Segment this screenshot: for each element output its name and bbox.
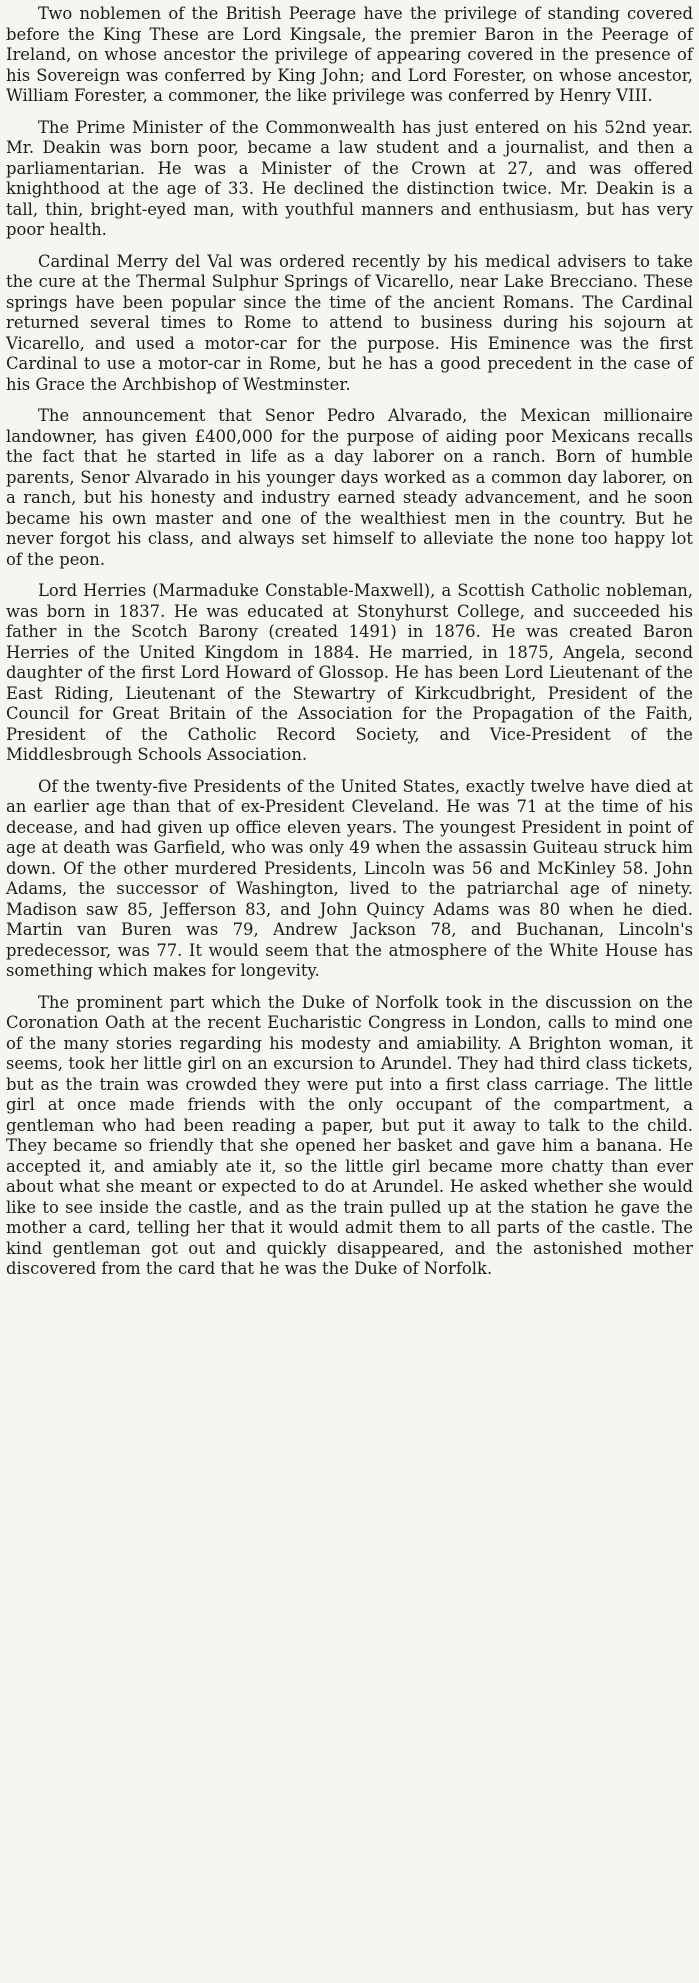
paragraph-cardinal-merry-del-val: Cardinal Merry del Val was ordered recently by his medical advisers to take the cure at the Thermal Sulphur Springs of Vicarello, near Lake Brecciano. These springs have been popular since the time of the ancient Romans. The Cardinal returned several times to Rome to attend to business during his sojourn at Vicarello, and used a motor-car for the purpose. His Eminence was the first Cardinal to use a motor-car in Rome, but he has a good precedent in the case of his Grace the Archbishop of Westminster. bbox=[6, 251, 693, 394]
paragraph-senor-alvarado: The announcement that Senor Pedro Alvarado, the Mexican millionaire landowner, has given £400,000 for the purpose of aiding poor Mexicans recalls the fact that he started in life as a day laborer on a ranch. Born of humble parents, Senor Alvarado in his younger days worked as a common day laborer, on a ranch, but his honesty and industry earned steady advancement, and he soon became his own master and one of the wealthiest men in the country. But he never forgot his class, and always set himself to alleviate the none too happy lot of the peon. bbox=[6, 406, 693, 569]
paragraph-deakin: The Prime Minister of the Commonwealth has just entered on his 52nd year. Mr. Deakin was born poor, became a law student and a journalist, and then a parliamentarian. He was a Minister of the Crown at 27, and was offered knighthood at the age of 33. He declined the distinction twice. Mr. Deakin is a tall, thin, bright-eyed man, with youthful manners and enthusiasm, but has very poor health. bbox=[6, 117, 693, 239]
paragraph-us-presidents: Of the twenty-five Presidents of the United States, exactly twelve have died at an earlier age than that of ex-President Cleveland. He was 71 at the time of his decease, and had given up office eleven years. The youngest President in point of age at death was Garfield, who was only 49 when the assassin Guiteau struck him down. Of the other murdered Presidents, Lincoln was 56 and McKinley 58. John Adams, the successor of Washington, lived to the patriarchal age of ninety. Madison saw 85, Jefferson 83, and John Quincy Adams was 80 when he died. Martin van Buren was 79, Andrew Jackson 78, and Buchanan, Lincoln's predecessor, was 77. It would seem that the atmosphere of the White House has something which makes for longevity. bbox=[6, 776, 693, 980]
paragraph-duke-of-norfolk: The prominent part which the Duke of Norfolk took in the discussion on the Coronation Oath at the recent Eucharistic Congress in London, calls to mind one of the many stories regarding his modesty and amiability. A Brighton woman, it seems, took her little girl on an excursion to Arundel. They had third class tickets, but as the train was crowded they were put into a first class carriage. The little girl at once made friends with the only occupant of the compartment, a gentleman who had been reading a paper, but put it away to talk to the child. They became so friendly that she opened her basket and gave him a banana. He accepted it, and amiably ate it, so the little girl became more chatty than ever about what she meant or expected to do at Arundel. He asked whether she would like to see inside the castle, and as the train pulled up at the station he gave the mother a card, telling her that it would admit them to all parts of the castle. The kind gentleman got out and quickly disappeared, and the astonished mother discovered from the card that he was the Duke of Norfolk. bbox=[6, 992, 693, 1278]
paragraph-lord-herries: Lord Herries (Marmaduke Constable-Maxwell), a Scottish Catholic nobleman, was born in 1837. He was educated at Stonyhurst College, and succeeded his father in the Scotch Barony (created 1491) in 1876. He was created Baron Herries of the United Kingdom in 1884. He married, in 1875, Angela, second daughter of the first Lord Howard of Glossop. He has been Lord Lieutenant of the East Riding, Lieutenant of the Stewartry of Kirkcudbright, President of the Council for Great Britain of the Association for the Propagation of the Faith, President of the Catholic Record Society, and Vice-President of the Middlesbrough Schools Association. bbox=[6, 581, 693, 764]
paragraph-peerage-privilege: Two noblemen of the British Peerage have the privilege of standing covered before the King These are Lord Kingsale, the premier Baron in the Peerage of Ireland, on whose ancestor the privilege of appearing covered in the presence of his Sovereign was conferred by King John; and Lord Forester, on whose ancestor, William Forester, a commoner, the like privilege was conferred by Henry VIII. bbox=[6, 4, 693, 105]
